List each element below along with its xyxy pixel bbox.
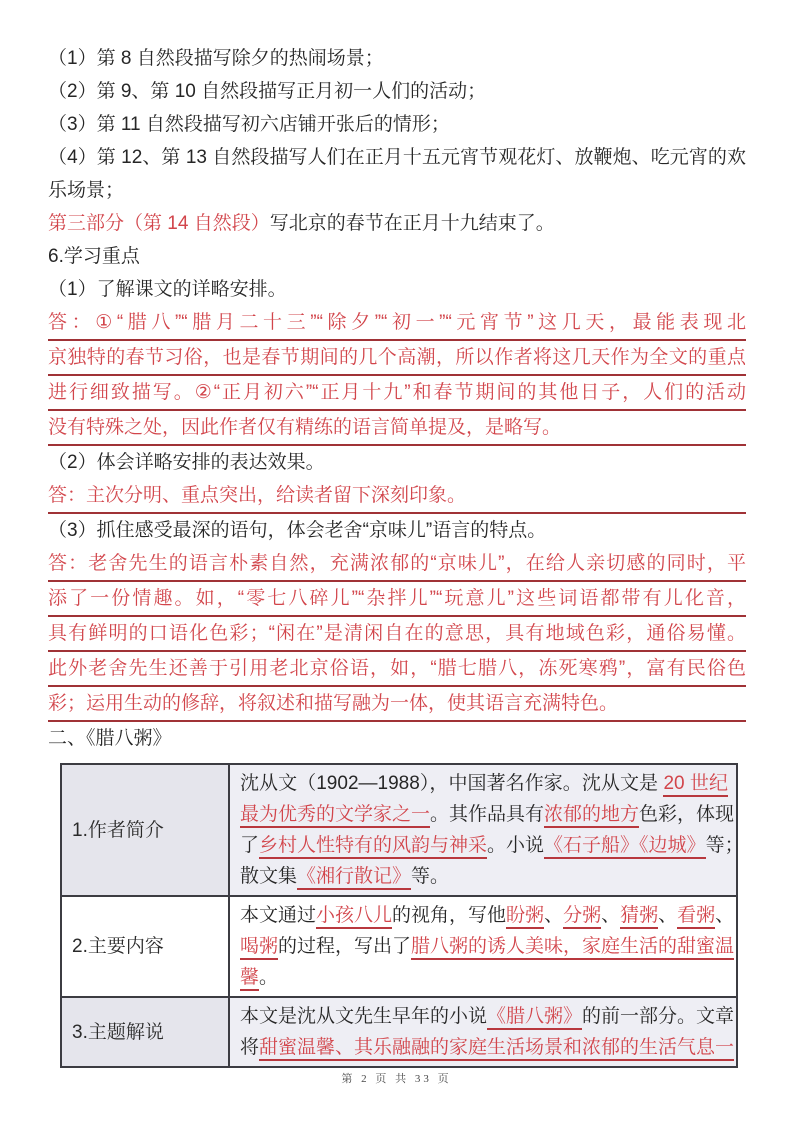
text-line — [48, 514, 746, 547]
text-line — [48, 174, 746, 207]
text-line — [48, 411, 746, 446]
highlighted-text: 彩；运用生动的修辞，将叙述和描写融为一体，使其语言充满特色。 — [48, 693, 619, 714]
highlighted-text: 腊八粥的诱人美味，家庭生活的甜蜜温 — [411, 936, 734, 960]
highlighted-text: 分粥 — [563, 905, 601, 929]
body-text: 的视角，写他 — [392, 905, 507, 926]
text-line — [48, 273, 746, 306]
text-line — [48, 306, 746, 341]
text-line — [48, 141, 746, 174]
text-line — [48, 42, 746, 75]
body-text: 6.学习重点 — [48, 246, 140, 267]
highlighted-text: 第三部分（第 14 自然段） — [48, 213, 270, 234]
body-text: 等。 — [411, 866, 450, 887]
body-text: 。小说 — [487, 835, 545, 856]
question-2 — [48, 446, 746, 479]
body-text: 等； — [705, 835, 744, 856]
body-text: 本文通过 — [240, 905, 317, 926]
highlighted-text: 《腊八粥》 — [487, 1006, 582, 1030]
highlighted-text: 进行细致描写。②“正月初六”“正月十九”和春节期间的其他日子，人们的活动 — [48, 382, 746, 403]
body-text: 写北京的春节在正月十九结束了。 — [269, 213, 555, 234]
page-number-text: 第 2 页 共 33 页 — [341, 1073, 452, 1085]
highlighted-text: 喝粥 — [240, 936, 278, 960]
highlighted-text: 最为优秀的文学家之一 — [240, 804, 430, 828]
section-6-heading — [48, 240, 746, 273]
row-label-cell: 3.主题解说 — [61, 997, 229, 1067]
highlighted-text: 浓郁的地方 — [544, 804, 639, 828]
body-text: （2）第 9、第 10 自然段描写正月初一人们的活动； — [48, 81, 487, 102]
body-text: 、 — [715, 905, 735, 926]
text-line — [240, 830, 744, 861]
text-line — [48, 240, 746, 273]
body-text: （1）第 8 自然段描写除夕的热闹场景； — [48, 48, 384, 69]
text-line — [48, 479, 746, 514]
question-3 — [48, 514, 746, 547]
body-text: 沈从文（1902—1988），中国著名作家。沈从文是 — [240, 773, 664, 794]
body-text: （4）第 12、第 13 自然段描写人们在正月十五元宵节观花灯、放鞭炮、吃元宵的欢 — [48, 147, 746, 168]
question-1 — [48, 273, 746, 306]
text-line — [48, 617, 746, 652]
body-text: 本文是沈从文先生早年的小说 — [240, 1006, 488, 1027]
text-line — [240, 768, 728, 799]
body-text: 、 — [544, 905, 564, 926]
section-two-heading — [48, 722, 746, 755]
highlighted-text: 答：①“腊八”“腊月二十三”“除夕”“初一”“元宵节”这几天，最能表现北 — [48, 312, 746, 333]
highlighted-text: 京独特的春节习俗，也是春节期间的几个高潮，所以作者将这几天作为全文的重点 — [48, 347, 746, 368]
highlighted-text: 20 世纪 — [663, 773, 728, 797]
list-item-2 — [48, 75, 746, 108]
text-line — [48, 341, 746, 376]
text-line — [48, 582, 746, 617]
text-line — [48, 376, 746, 411]
part-three-summary — [48, 207, 746, 240]
body-text: 。 — [259, 967, 279, 988]
body-text: （2）体会详略安排的表达效果。 — [48, 452, 325, 473]
text-line — [240, 962, 728, 993]
answer-2 — [48, 479, 746, 514]
highlighted-text: 此外老舍先生还善于引用老北京俗语，如，“腊七腊八，冻死寒鸦”，富有民俗色 — [48, 658, 746, 679]
row-content-cell — [229, 764, 744, 896]
table-row — [61, 896, 737, 997]
body-text: 了 — [240, 835, 260, 856]
highlighted-text: 猜粥 — [620, 905, 658, 929]
body-text: 将 — [240, 1037, 260, 1058]
text-line — [240, 1001, 735, 1032]
list-item-3 — [48, 108, 746, 141]
answer-1 — [48, 306, 746, 446]
text-line — [48, 687, 746, 722]
highlighted-text: 具有鲜明的口语化色彩；“闲在”是清闲自在的意思，具有地域色彩，通俗易懂。 — [48, 623, 746, 644]
body-text: 、 — [601, 905, 621, 926]
text-line — [48, 108, 746, 141]
text-line — [240, 900, 735, 931]
highlighted-text: 乡村人性特有的风韵与神采 — [259, 835, 487, 859]
highlighted-text: 添了一份情趣。如，“零七八碎儿”“杂拌儿”“玩意儿”这些词语都带有儿化音， — [48, 588, 746, 609]
highlighted-text: 《湘行散记》 — [297, 866, 411, 890]
row-label-cell: 1.作者简介 — [61, 764, 229, 896]
list-item-1 — [48, 42, 746, 75]
text-line — [48, 446, 746, 479]
body-text: （3）抓住感受最深的语句，体会老舍“京味儿”语言的特点。 — [48, 520, 547, 541]
row-content-cell — [229, 896, 737, 997]
page-footer — [0, 1070, 793, 1086]
highlighted-text: 甜蜜温馨、其乐融融的家庭生活场景和浓郁的生活气息一 — [259, 1037, 734, 1061]
text-line — [240, 931, 735, 962]
body-text: 。其作品具有 — [430, 804, 545, 825]
text-line — [48, 652, 746, 687]
text-line — [48, 722, 746, 755]
highlighted-text: 盼粥 — [506, 905, 544, 929]
table-row — [61, 997, 737, 1067]
row-content-cell — [229, 997, 737, 1067]
body-text: 的前一部分。文章 — [582, 1006, 735, 1027]
list-item-4 — [48, 141, 746, 207]
body-text: （3）第 11 自然段描写初六店铺开张后的情形； — [48, 114, 450, 135]
table-row — [61, 764, 737, 896]
labazhou-summary-table — [60, 763, 744, 1068]
text-line — [240, 861, 728, 892]
body-text: 、 — [658, 905, 678, 926]
row-label-cell: 2.主要内容 — [61, 896, 229, 997]
highlighted-text: 看粥 — [677, 905, 715, 929]
text-line — [48, 547, 746, 582]
body-text: 散文集 — [240, 866, 298, 887]
highlighted-text: 馨 — [240, 967, 259, 991]
text-line — [240, 799, 735, 830]
body-text: 乐场景； — [48, 180, 125, 201]
highlighted-text: 《石子船》《边城》 — [544, 835, 706, 859]
text-line — [48, 207, 746, 240]
highlighted-text: 答：主次分明、重点突出，给读者留下深刻印象。 — [48, 485, 467, 506]
highlighted-text: 小孩八儿 — [316, 905, 392, 929]
body-text: 色彩，体现 — [639, 804, 735, 825]
body-text: （1）了解课文的详略安排。 — [48, 279, 287, 300]
highlighted-text: 答：老舍先生的语言朴素自然，充满浓郁的“京味儿”，在给人亲切感的同时，平 — [48, 553, 746, 574]
text-line — [48, 75, 746, 108]
body-text: 二、《腊八粥》 — [48, 728, 172, 749]
answer-3 — [48, 547, 746, 722]
text-line — [240, 1032, 735, 1063]
highlighted-text: 没有特殊之处，因此作者仅有精练的语言简单提及，是略写。 — [48, 417, 562, 438]
body-text: 的过程，写出了 — [278, 936, 412, 957]
